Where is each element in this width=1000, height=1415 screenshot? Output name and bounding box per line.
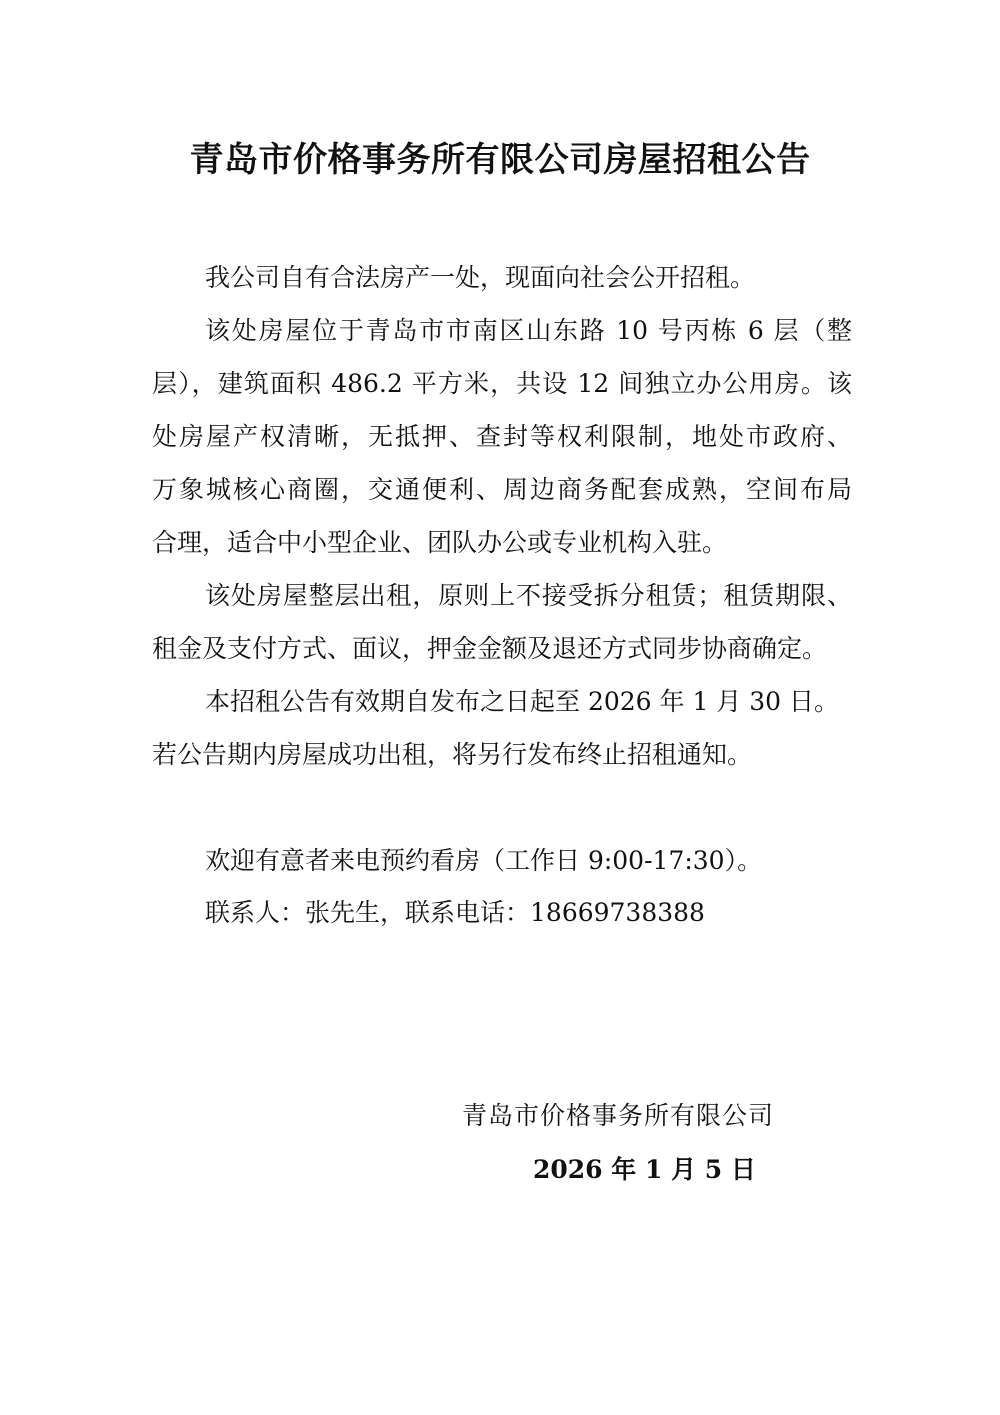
contact-line: 联系人：张先生，联系电话：18669738388 [205,898,705,927]
text-line: 合理，适合中小型企业、团队办公或专业机构入驻。 [152,528,728,557]
text-line: 本招租公告有效期自发布之日起至 2026 年 1 月 30 日。 [205,687,840,716]
signature-date: 2026 年 1 月 5 日 [533,1155,756,1184]
text-line: 该处房屋整层出租，原则上不接受拆分租赁；租赁期限、 [205,581,852,610]
text-line: 万象城核心商圈，交通便利、周边商务配套成熟，空间布局 [152,475,852,504]
text-line: 处房屋产权清晰，无抵押、查封等权利限制，地处市政府、 [152,422,852,451]
signature-company: 青岛市价格事务所有限公司 [462,1101,775,1130]
text-line: 层），建筑面积 486.2 平方米，共设 12 间独立办公用房。该 [152,369,852,398]
page-title: 青岛市价格事务所有限公司房屋招租公告 [189,140,811,180]
text-line: 我公司自有合法房产一处，现面向社会公开招租。 [205,263,756,292]
text-line: 该处房屋位于青岛市市南区山东路 10 号丙栋 6 层（整 [205,316,852,345]
text-line: 欢迎有意者来电预约看房（工作日 9:00-17:30）。 [205,846,763,875]
text-line: 租金及支付方式、面议，押金金额及退还方式同步协商确定。 [152,634,828,663]
text-line: 若公告期内房屋成功出租，将另行发布终止招租通知。 [152,740,753,769]
